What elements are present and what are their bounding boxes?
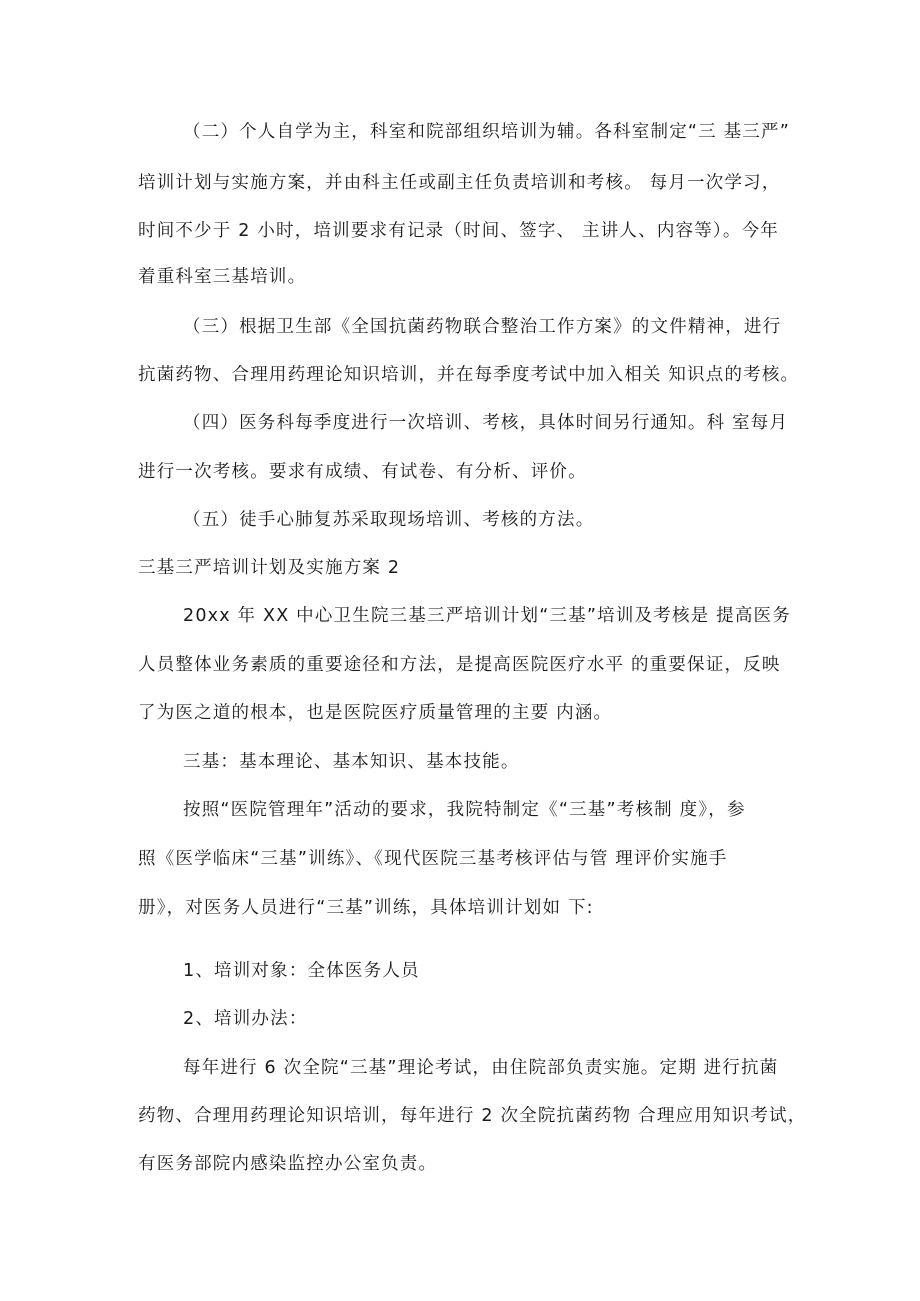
paragraph-er-line-3: 时间不少于 2 小时，培训要求有记录（时间、签字、 主讲人、内容等）。今年 — [138, 221, 779, 241]
paragraph-anzhao-line-2: 照《医学临床“三基”训练》、《现代医院三基考核评估与管 理评价实施手 — [138, 849, 728, 869]
paragraph-meinian-line-1: 每年进行 6 次全院“三基”理论考试，由住院部负责实施。定期 进行抗菌 — [183, 1058, 779, 1078]
paragraph-meinian-line-2: 药物、合理用药理论知识培训，每年进行 2 次全院抗菌药物 合理应用知识考试， — [138, 1106, 807, 1126]
paragraph-san-line-1: （三）根据卫生部《全国抗菌药物联合整治工作方案》的文件精神，进行 — [183, 317, 782, 337]
paragraph-si-line-1: （四）医务科每季度进行一次培训、考核，具体时间另行通知。科 室每月 — [183, 413, 789, 433]
paragraph-meinian-line-3: 有医务部院内感染监控办公室负责。 — [138, 1154, 438, 1174]
paragraph-anzhao-line-1: 按照“医院管理年”活动的要求，我院特制定《“三基”考核制 度》，参 — [183, 800, 746, 820]
paragraph-sanji-line-1: 三基：基本理论、基本知识、基本技能。 — [183, 752, 520, 772]
section-title: 三基三严培训计划及实施方案 2 — [138, 558, 401, 578]
paragraph-er-line-4: 着重科室三基培训。 — [138, 267, 307, 287]
list-item-2: 2、培训办法： — [183, 1009, 308, 1029]
list-item-1: 1、培训对象：全体医务人员 — [183, 961, 420, 981]
paragraph-intro-line-3: 了为医之道的根本，也是医院医疗质量管理的主要 内涵。 — [138, 703, 613, 723]
paragraph-intro-line-1: 20xx 年 XX 中心卫生院三基三严培训计划“三基”培训及考核是 提高医务 — [183, 606, 791, 626]
paragraph-er-line-1: （二）个人自学为主，科室和院部组织培训为辅。各科室制定“三 基三严” — [183, 122, 790, 142]
paragraph-er-line-2: 培训计划与实施方案，并由科主任或副主任负责培训和考核。 每月一次学习， — [138, 173, 781, 193]
paragraph-anzhao-line-3: 册》，对医务人员进行“三基”训练，具体培训计划如 下: — [138, 898, 594, 918]
paragraph-si-line-2: 进行一次考核。要求有成绩、有试卷、有分析、评价。 — [138, 462, 587, 482]
paragraph-intro-line-2: 人员整体业务素质的重要途径和方法，是提高医院医疗水平 的重要保证，反映 — [138, 655, 781, 675]
paragraph-san-line-2: 抗菌药物、合理用药理论知识培训，并在每季度考试中加入相关 知识点的考核。 — [138, 365, 800, 385]
paragraph-wu-line-1: （五）徒手心肺复苏采取现场培训、考核的方法。 — [183, 510, 595, 530]
